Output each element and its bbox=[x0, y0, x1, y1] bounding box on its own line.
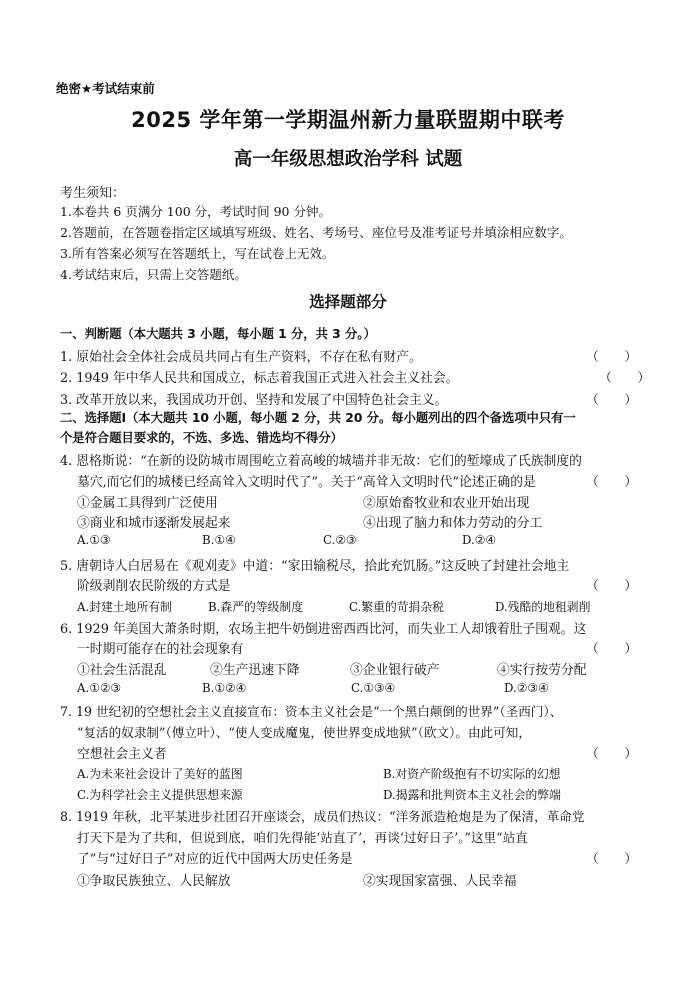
answer-paren: （ ） bbox=[586, 747, 638, 762]
confidential-mark: 绝密★考试结束前 bbox=[56, 81, 155, 96]
option-c: C.②③ bbox=[323, 533, 357, 547]
option-b: B.①②④ bbox=[202, 681, 247, 695]
option-c: C.①③④ bbox=[351, 681, 396, 695]
notice-item: 1.本卷共 6 页满分 100 分，考试时间 90 分钟。 bbox=[60, 204, 331, 219]
answer-paren: （ ） bbox=[599, 371, 651, 386]
answer-paren: （ ） bbox=[586, 475, 638, 490]
answer-paren: （ ） bbox=[586, 852, 638, 867]
option-c: C.繁重的苛捐杂税 bbox=[349, 600, 444, 614]
option-a: A.①③ bbox=[77, 533, 111, 547]
notice-item: 3.所有答案必须写在答题纸上，写在试卷上无效。 bbox=[60, 246, 335, 261]
option-b: B.森严的等级制度 bbox=[208, 600, 303, 614]
question-5-stem: 5. 唐朝诗人白居易在《观刈麦》中道：“家田输税尽，拾此充饥肠。”这反映了封建社会地主 bbox=[60, 559, 570, 574]
exam-title: 2025 学年第一学期温州新力量联盟期中联考 bbox=[131, 108, 565, 132]
option-b: B.对资产阶级抱有不切实际的幻想 bbox=[383, 767, 561, 781]
part2-heading: 二、选择题Ⅰ（本大题共 10 小题，每小题 2 分，共 20 分。每小题列出的四个备选项中只有一 bbox=[60, 411, 576, 425]
question-3: 3. 改革开放以来，我国成功开创、坚持和发展了中国特色社会主义。 bbox=[60, 393, 448, 408]
question-5-stem-cont: 阶级剥削农民阶级的方式是 bbox=[77, 579, 231, 594]
statement-1: ①社会生活混乱 bbox=[77, 663, 167, 678]
option-c: C.为科学社会主义提供思想来源 bbox=[77, 788, 243, 802]
option-d: D.揭露和批判资本主义社会的弊端 bbox=[383, 788, 561, 802]
statement-3: ③企业银行破产 bbox=[350, 663, 440, 678]
part1-heading: 一、判断题（本大题共 3 小题，每小题 1 分，共 3 分。） bbox=[60, 327, 376, 341]
answer-paren: （ ） bbox=[586, 642, 638, 657]
question-8-stem-cont: 了”与“过好日子”对应的近代中国两大历史任务是 bbox=[77, 852, 353, 867]
question-1: 1. 原始社会全体社会成员共同占有生产资料，不存在私有财产。 bbox=[60, 350, 422, 365]
statement-1: ①金属工具得到广泛使用 bbox=[77, 496, 218, 511]
option-d: D.②③④ bbox=[504, 681, 549, 695]
answer-paren: （ ） bbox=[586, 350, 638, 365]
answer-paren: （ ） bbox=[586, 393, 638, 408]
option-a: A.封建土地所有制 bbox=[77, 600, 172, 614]
question-4-stem: 4. 恩格斯说：“在新的设防城市周围屹立着高峻的城墙并非无故：它们的堑壕成了氏族制度的 bbox=[60, 454, 582, 469]
question-8-stem-cont: 打天下是为了共和，但说到底，咱们先得能‘站直了’，再谈‘过好日子’。”这里“站直 bbox=[77, 830, 528, 845]
section-title: 选择题部分 bbox=[309, 293, 387, 311]
question-6-stem: 6. 1929 年美国大萧条时期，农场主把牛奶倒进密西西比河，而失业工人却饿着肚子围观。这 bbox=[60, 622, 587, 637]
option-a: A.为未来社会设计了美好的蓝图 bbox=[77, 767, 243, 781]
option-d: D.②④ bbox=[462, 533, 496, 547]
part2-heading-cont: 个是符合题目要求的，不选、多选、错选均不得分） bbox=[60, 431, 343, 445]
question-7-stem-cont: “复活的奴隶制”（傅立叶）、“使人变成魔鬼，使世界变成地狱”（欧文）。由此可知， bbox=[77, 725, 531, 740]
statement-1: ①争取民族独立、人民解放 bbox=[77, 874, 231, 889]
notice-item: 4.考试结束后，只需上交答题纸。 bbox=[60, 267, 247, 282]
question-2: 2. 1949 年中华人民共和国成立，标志着我国正式进入社会主义社会。 bbox=[60, 371, 459, 386]
statement-4: ④实行按劳分配 bbox=[497, 663, 587, 678]
statement-2: ②原始畜牧业和农业开始出现 bbox=[363, 496, 530, 511]
question-4-stem-cont: 墓穴,而它们的城楼已经高耸入文明时代了”。关于“高耸入文明时代”论述正确的是 bbox=[77, 475, 536, 490]
statement-2: ②实现国家富强、人民幸福 bbox=[363, 874, 517, 889]
question-7-stem: 7. 19 世纪初的空想社会主义直接宣布：资本主义社会是“一个黑白颠倒的世界”（圣西门）、 bbox=[60, 704, 563, 719]
exam-subtitle: 高一年级思想政治学科 试题 bbox=[233, 149, 463, 170]
statement-3: ③商业和城市逐渐发展起来 bbox=[77, 516, 231, 531]
option-a: A.①②③ bbox=[77, 681, 121, 695]
statement-4: ④出现了脑力和体力劳动的分工 bbox=[363, 516, 543, 531]
statement-2: ②生产迅速下降 bbox=[210, 663, 300, 678]
notice-heading: 考生须知： bbox=[60, 186, 126, 201]
answer-paren: （ ） bbox=[586, 579, 638, 594]
question-8-stem: 8. 1919 年秋，北平某进步社团召开座谈会，成员们热议：“洋务派造枪炮是为了保清，革命党 bbox=[60, 809, 585, 824]
option-d: D.残酷的地租剥削 bbox=[495, 600, 591, 614]
question-7-stem-cont: 空想社会主义者 bbox=[77, 747, 167, 762]
option-b: B.①④ bbox=[202, 533, 236, 547]
notice-item: 2.答题前，在答题卷指定区域填写班级、姓名、考场号、座位号及准考证号并填涂相应数字。 bbox=[60, 225, 572, 240]
question-6-stem-cont: 一时期可能存在的社会现象有 bbox=[77, 642, 244, 657]
